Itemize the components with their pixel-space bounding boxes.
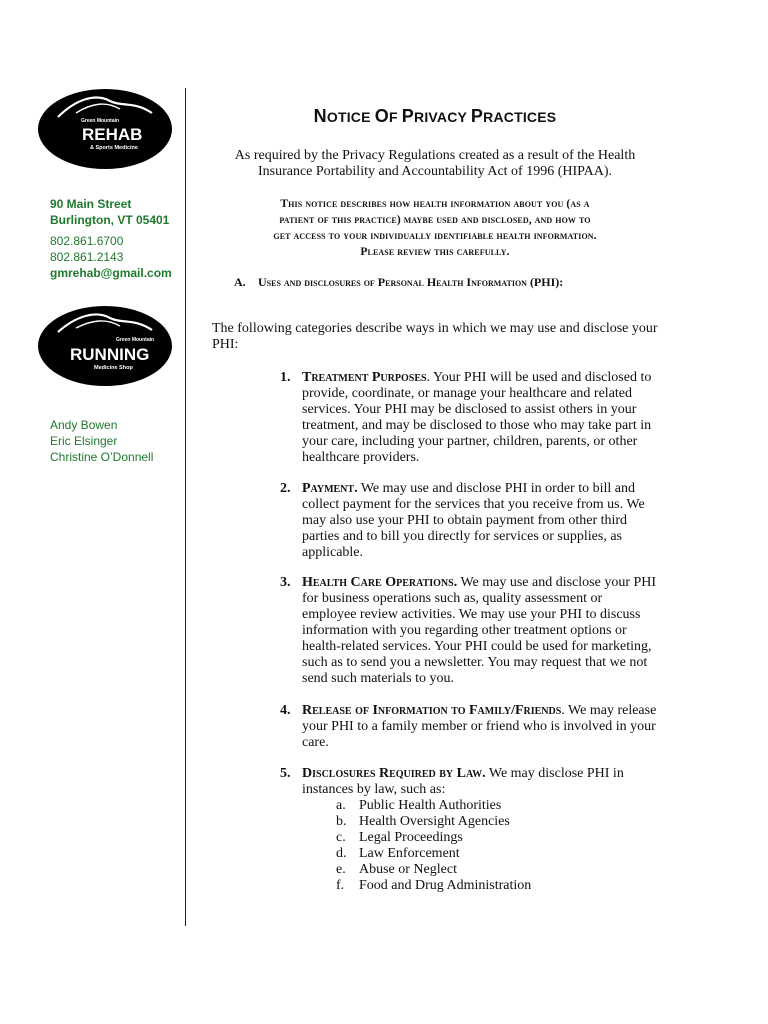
running-logo-sub-text: Medicine Shop bbox=[94, 365, 133, 371]
phone-1: 802.861.6700 bbox=[50, 234, 124, 248]
notice-line: Please review this carefully. bbox=[360, 246, 510, 258]
running-logo-main-text: RUNNING bbox=[70, 345, 150, 364]
title-part: P bbox=[470, 106, 484, 126]
section-a-text: Uses and disclosures of Personal Health Information (PHI): bbox=[258, 275, 564, 289]
list-item-heading: Release of Information to Family/Friends bbox=[302, 703, 562, 718]
rehab-logo bbox=[36, 87, 174, 171]
phone-2: 802.861.2143 bbox=[50, 250, 124, 264]
notice-line: patient of this practice) maybe used and disclosed, and how to bbox=[279, 214, 591, 226]
page-title bbox=[212, 106, 658, 127]
title-part: RACTICES bbox=[483, 109, 557, 125]
section-a-letter: A. bbox=[234, 275, 246, 289]
sublist-letter: e. bbox=[336, 862, 346, 877]
title-part: O bbox=[374, 106, 389, 126]
sidebar-divider bbox=[185, 88, 186, 926]
list-item-text: . Your PHI will be used and disclosed to provide, coordinate, or manage your healthcare and related services. Your PHI may be disclosed to assist others in your treatment, and may be disclosed to those who may take part in your care, including your partner, children, parents, or other healthcare providers. bbox=[302, 370, 652, 465]
sublist-text: Abuse or Neglect bbox=[359, 862, 457, 877]
sublist-letter: a. bbox=[336, 798, 346, 813]
intro-paragraph: As required by the Privacy Regulations created as a result of the Health Insurance Portability and Accountability Act of 1996 (HIPAA). bbox=[234, 148, 636, 179]
address bbox=[50, 196, 169, 228]
list-item-text: . We may release your PHI to a family member or friend who is involved in your care. bbox=[302, 703, 657, 750]
address-line-2: Burlington, VT 05401 bbox=[50, 213, 170, 227]
sublist-text: Public Health Authorities bbox=[359, 798, 502, 813]
sublist-text: Food and Drug Administration bbox=[359, 878, 532, 893]
email: gmrehab@gmail.com bbox=[50, 266, 172, 280]
rehab-logo-small-text: Green Mountain bbox=[81, 118, 120, 124]
list-item-heading: Health Care Operations. bbox=[302, 575, 458, 590]
address-line-1: 90 Main Street bbox=[50, 197, 132, 211]
sublist-letter: f. bbox=[336, 878, 345, 893]
list-item-text: We may disclose PHI in instances by law, such as: bbox=[302, 766, 624, 797]
list-item-heading: Payment. bbox=[302, 481, 358, 496]
staff-name: Christine O’Donnell bbox=[50, 450, 154, 464]
staff-name: Eric Elsinger bbox=[50, 434, 118, 448]
sublist-letter: d. bbox=[336, 846, 347, 861]
running-logo-small-text: Green Mountain bbox=[116, 337, 155, 343]
title-part: RIVACY bbox=[414, 109, 471, 125]
title-part: P bbox=[401, 106, 415, 126]
list-item-number: 1. bbox=[280, 370, 291, 385]
running-logo bbox=[36, 304, 174, 388]
list-item-text: We may use and disclose PHI in order to bill and collect payment for the services that you receive from us. We may also use your PHI to obtain payment from other third parties and to bill you directly for services or supplies, as applicable. bbox=[302, 481, 645, 560]
title-part: F bbox=[388, 109, 402, 125]
notice-statement bbox=[212, 196, 658, 260]
list-item-number: 4. bbox=[280, 703, 291, 718]
notice-line: get access to your individually identifiable health information. bbox=[273, 230, 597, 242]
list-item-heading: Treatment Purposes bbox=[302, 370, 427, 385]
lead-paragraph: The following categories describe ways in which we may use and disclose your PHI: bbox=[212, 321, 658, 352]
staff-name: Andy Bowen bbox=[50, 418, 118, 432]
staff-list bbox=[50, 417, 153, 465]
title-part: N bbox=[313, 106, 327, 126]
sublist-letter: c. bbox=[336, 830, 346, 845]
list-item-heading: Disclosures Required by Law. bbox=[302, 766, 486, 781]
rehab-logo-sub-text: & Sports Medicine bbox=[90, 145, 138, 151]
list-item-number: 5. bbox=[280, 766, 291, 781]
sublist-text: Health Oversight Agencies bbox=[359, 814, 510, 829]
sublist-text: Law Enforcement bbox=[359, 846, 460, 861]
list-item-number: 2. bbox=[280, 481, 291, 496]
list-item-text: We may use and disclose your PHI for business operations such as, quality assessment or employee review activities. We may use your PHI to discuss information with you regarding other treatment options or health-related services. Your PHI could be used for marketing, such as to send you a newsletter. You may request that we not send such materials to you. bbox=[302, 575, 657, 686]
sublist-text: Legal Proceedings bbox=[359, 830, 463, 845]
notice-line: This notice describes how health information about you (as a bbox=[280, 198, 590, 210]
rehab-logo-main-text: REHAB bbox=[82, 125, 143, 144]
title-part: OTICE bbox=[326, 109, 375, 125]
letterhead-sidebar bbox=[0, 0, 186, 1024]
list-item-number: 3. bbox=[280, 575, 291, 590]
sublist-letter: b. bbox=[336, 814, 347, 829]
contact-info bbox=[50, 233, 172, 281]
